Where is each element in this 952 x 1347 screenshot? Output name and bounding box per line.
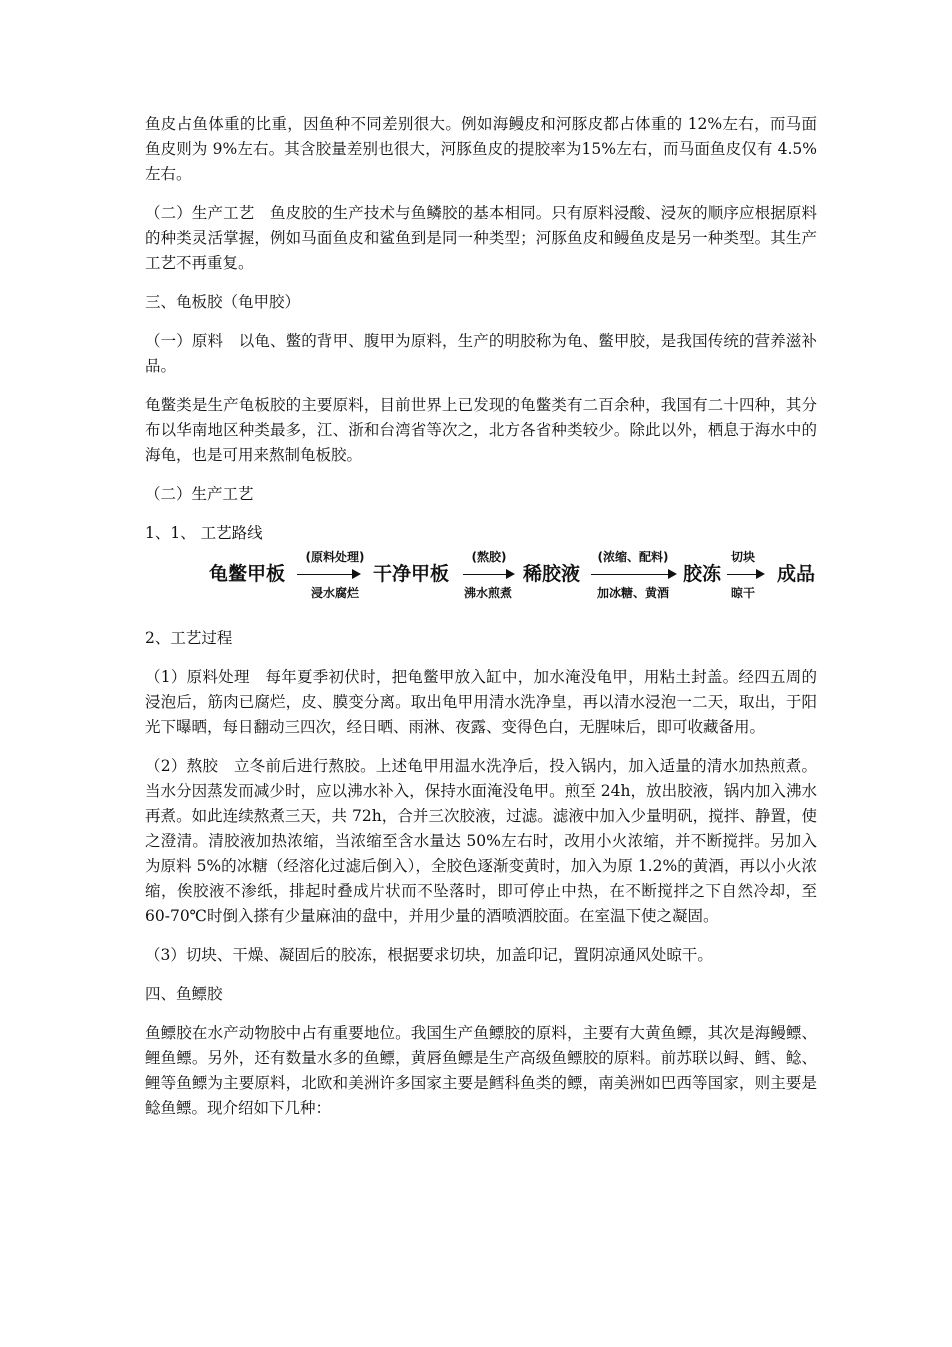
flow-node-raw: 龟鳖甲板 (209, 563, 286, 585)
flow-step-2-top: (熬胶) (471, 550, 507, 564)
paragraph-turtle-raw-material: （一）原料 以龟、鳖的背甲、腹甲为原料，生产的明胶称为龟、鳖甲胶，是我国传统的营养滋补品。 (145, 332, 817, 375)
paragraph-fish-skin-ratio: 鱼皮占鱼体重的比重，因鱼种不同差别很大。例如海鳗皮和河豚皮都占体重的 12%左右，而马面鱼皮则为 9%左右。其含胶量差别也很大，河豚鱼皮的提胶率为15%左右，而马面鱼皮仅有 4.5%左右。 (145, 115, 817, 183)
paragraph-turtle-species: 龟鳖类是生产龟板胶的主要原料，目前世界上已发现的龟鳖类有二百余种，我国有二十四种，其分布以华南地区种类最多，江、浙和台湾省等次之，北方各省种类较少。除此以外，栖息于海水中的海龟，也是可用来熬制龟板胶。 (145, 396, 817, 464)
paragraph-fish-maw-sources: 鱼鳔胶在水产动物胶中占有重要地位。我国生产鱼鳔胶的原料，主要有大黄鱼鳔，其次是海鳗鳔、鲤鱼鳔。另外，还有数量水多的鱼鳔，黄唇鱼鳔是生产高级鱼鳔胶的原料。前苏联以鲟、鳕、鲶、鲤等鱼鳔为主要原料，北欧和美洲许多国家主要是鳕科鱼类的鳔，南美洲如巴西等国家，则主要是鲶鱼鳔。现介绍如下几种： (145, 1024, 817, 1117)
flow-step-1-top: (原料处理) (305, 550, 365, 564)
flow-node-gel: 胶冻 (683, 563, 722, 585)
paragraph-boiling-glue: （2）熬胶 立冬前后进行熬胶。上述龟甲用温水洗净后，投入锅内，加入适量的清水加热煎煮。当水分因蒸发而减少时，应以沸水补入，保持水面淹没龟甲。煎至 24h，放出胶液，锅内加入沸水再煮。如此连续熬煮三天，共 72h，合并三次胶液，过滤。滤液中加入少量明矾，搅拌、静置，使之澄清。清胶液加热浓缩，当浓缩至含水量达 50%左右时，改用小火浓缩，并不断搅拌。另加入为原料 5%的冰糖（经溶化过滤后倒入），全胶色逐渐变黄时，加入为原 1.2%的黄酒，再以小火浓缩，俟胶液不渗纸，排起时叠成片状而不坠落时，即可停止中热，在不断搅拌之下自然冷却，至 60-70℃时倒入搽有少量麻油的盘中，并用少量的酒喷洒胶面。在室温下使之凝固。 (145, 757, 817, 925)
flow-step-1-bottom: 浸水腐烂 (310, 586, 359, 600)
heading-turtle-shell-glue: 三、龟板胶（龟甲胶） (145, 293, 301, 311)
paragraph-fish-skin-process: （二）生产工艺 鱼皮胶的生产技术与鱼鳞胶的基本相同。只有原料浸酸、浸灰的顺序应根据原料的种类灵活掌握，例如马面鱼皮和鲨鱼到是同一种类型；河豚鱼皮和鳗鱼皮是另一种类型。其生产工艺不再重复。 (145, 204, 817, 272)
flow-arrow-1 (297, 574, 359, 575)
heading-fish-maw-glue: 四、鱼鳔胶 (145, 985, 223, 1003)
flow-step-3-bottom: 加冰糖、黄酒 (596, 586, 669, 600)
flow-step-4-top: 切块 (730, 550, 755, 564)
flow-step-3-top: (浓缩、配料) (597, 550, 669, 564)
flow-node-clean-shell: 干净甲板 (373, 563, 450, 585)
document-page (145, 112, 817, 1135)
heading-process-route: 1、1、 工艺路线 (145, 524, 263, 542)
heading-process-detail: 2、工艺过程 (145, 629, 233, 647)
heading-production-process: （二）生产工艺 (145, 485, 254, 503)
paragraph-raw-treatment: （1）原料处理 每年夏季初伏时，把龟鳖甲放入缸中，加水淹没龟甲，用粘土封盖。经四五周的浸泡后，筋肉已腐烂，皮、膜变分离。取出龟甲用清水洗净皇，再以清水浸泡一二天，取出，于阳光下曝晒，每日翻动三四次，经日晒、雨淋、夜露、变得色白，无腥味后，即可收藏备用。 (145, 668, 817, 736)
flow-arrow-3 (591, 574, 675, 575)
flow-node-dilute-liquid: 稀胶液 (523, 563, 581, 585)
flow-arrow-4 (727, 574, 763, 575)
flow-step-4-bottom: 晾干 (730, 586, 755, 600)
process-flow-diagram (145, 550, 817, 608)
flow-step-2-bottom: 沸水煎煮 (463, 586, 512, 600)
flow-node-product: 成品 (777, 563, 816, 585)
flow-arrow-2 (463, 574, 513, 575)
paragraph-cutting-drying: （3）切块、干燥、凝固后的胶冻，根据要求切块，加盖印记，置阴凉通风处晾干。 (145, 946, 713, 964)
